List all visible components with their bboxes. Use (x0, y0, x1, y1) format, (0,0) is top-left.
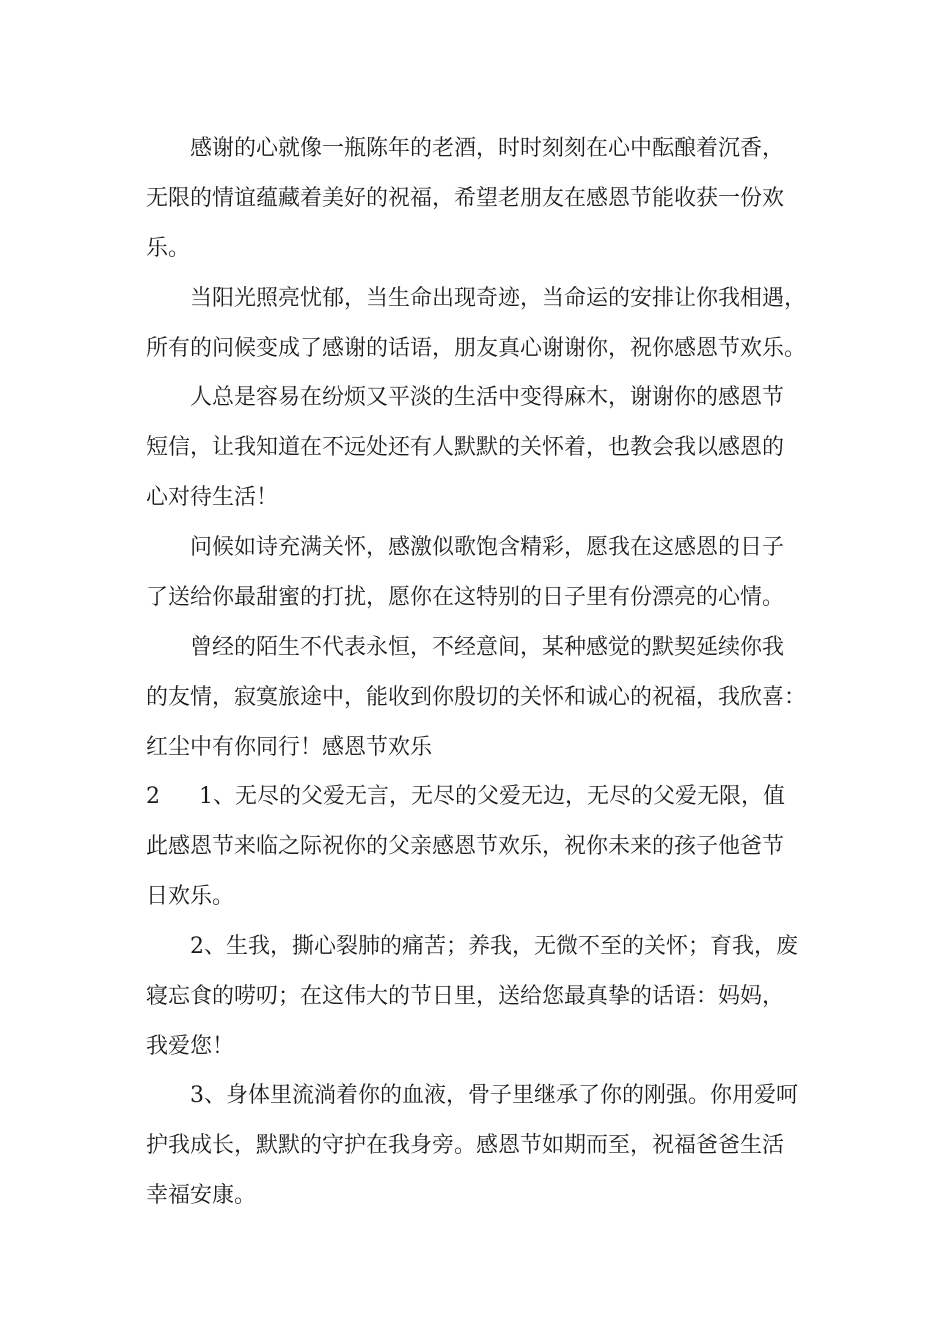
text-line: 此感恩节来临之际祝你的父亲感恩节欢乐，祝你未来的孩子他爸节 (146, 834, 785, 859)
text-line: 无限的情谊蕴藏着美好的祝福，希望老朋友在感恩节能收获一份欢 (146, 186, 785, 211)
text-line: 问候如诗充满关怀，感激似歌饱含精彩，愿我在这感恩的日子 (190, 535, 785, 560)
text-line: 感谢的心就像一瓶陈年的老酒，时时刻刻在心中酝酿着沉香， (190, 136, 785, 161)
text-line: 曾经的陌生不代表永恒，不经意间，某种感觉的默契延续你我 (190, 635, 785, 660)
text-line: 乐。 (146, 236, 191, 261)
text-line: 2、生我，撕心裂肺的痛苦；养我，无微不至的关怀；育我，废 (190, 934, 798, 959)
text-line: 了送给你最甜蜜的打扰，愿你在这特别的日子里有份漂亮的心情。 (146, 585, 785, 610)
text-line: 幸福安康。 (146, 1183, 257, 1208)
text-line: 日欢乐。 (146, 884, 235, 909)
text-line: 短信，让我知道在不远处还有人默默的关怀着，也教会我以感恩的 (146, 435, 785, 460)
text-line: 红尘中有你同行！感恩节欢乐 (146, 735, 433, 760)
section-number: 2 (146, 784, 160, 809)
text-line: 1、无尽的父爱无言，无尽的父爱无边，无尽的父爱无限，值 (199, 784, 785, 809)
text-line: 的友情，寂寞旅途中，能收到你殷切的关怀和诚心的祝福，我欣喜： (146, 685, 807, 710)
text-line: 寝忘食的唠叨；在这伟大的节日里，送给您最真挚的话语：妈妈， (146, 984, 785, 1009)
text-line: 3、身体里流淌着你的血液，骨子里继承了你的刚强。你用爱呵 (190, 1083, 798, 1108)
text-line: 人总是容易在纷烦又平淡的生活中变得麻木，谢谢你的感恩节 (190, 385, 785, 410)
text-line: 当阳光照亮忧郁，当生命出现奇迹，当命运的安排让你我相遇， (190, 286, 807, 311)
text-line: 护我成长，默默的守护在我身旁。感恩节如期而至，祝福爸爸生活 (146, 1133, 785, 1158)
text-line: 所有的问候变成了感谢的话语，朋友真心谢谢你，祝你感恩节欢乐。 (146, 336, 807, 361)
text-line: 心对待生活！ (146, 485, 279, 510)
text-line: 我爱您！ (146, 1034, 235, 1059)
